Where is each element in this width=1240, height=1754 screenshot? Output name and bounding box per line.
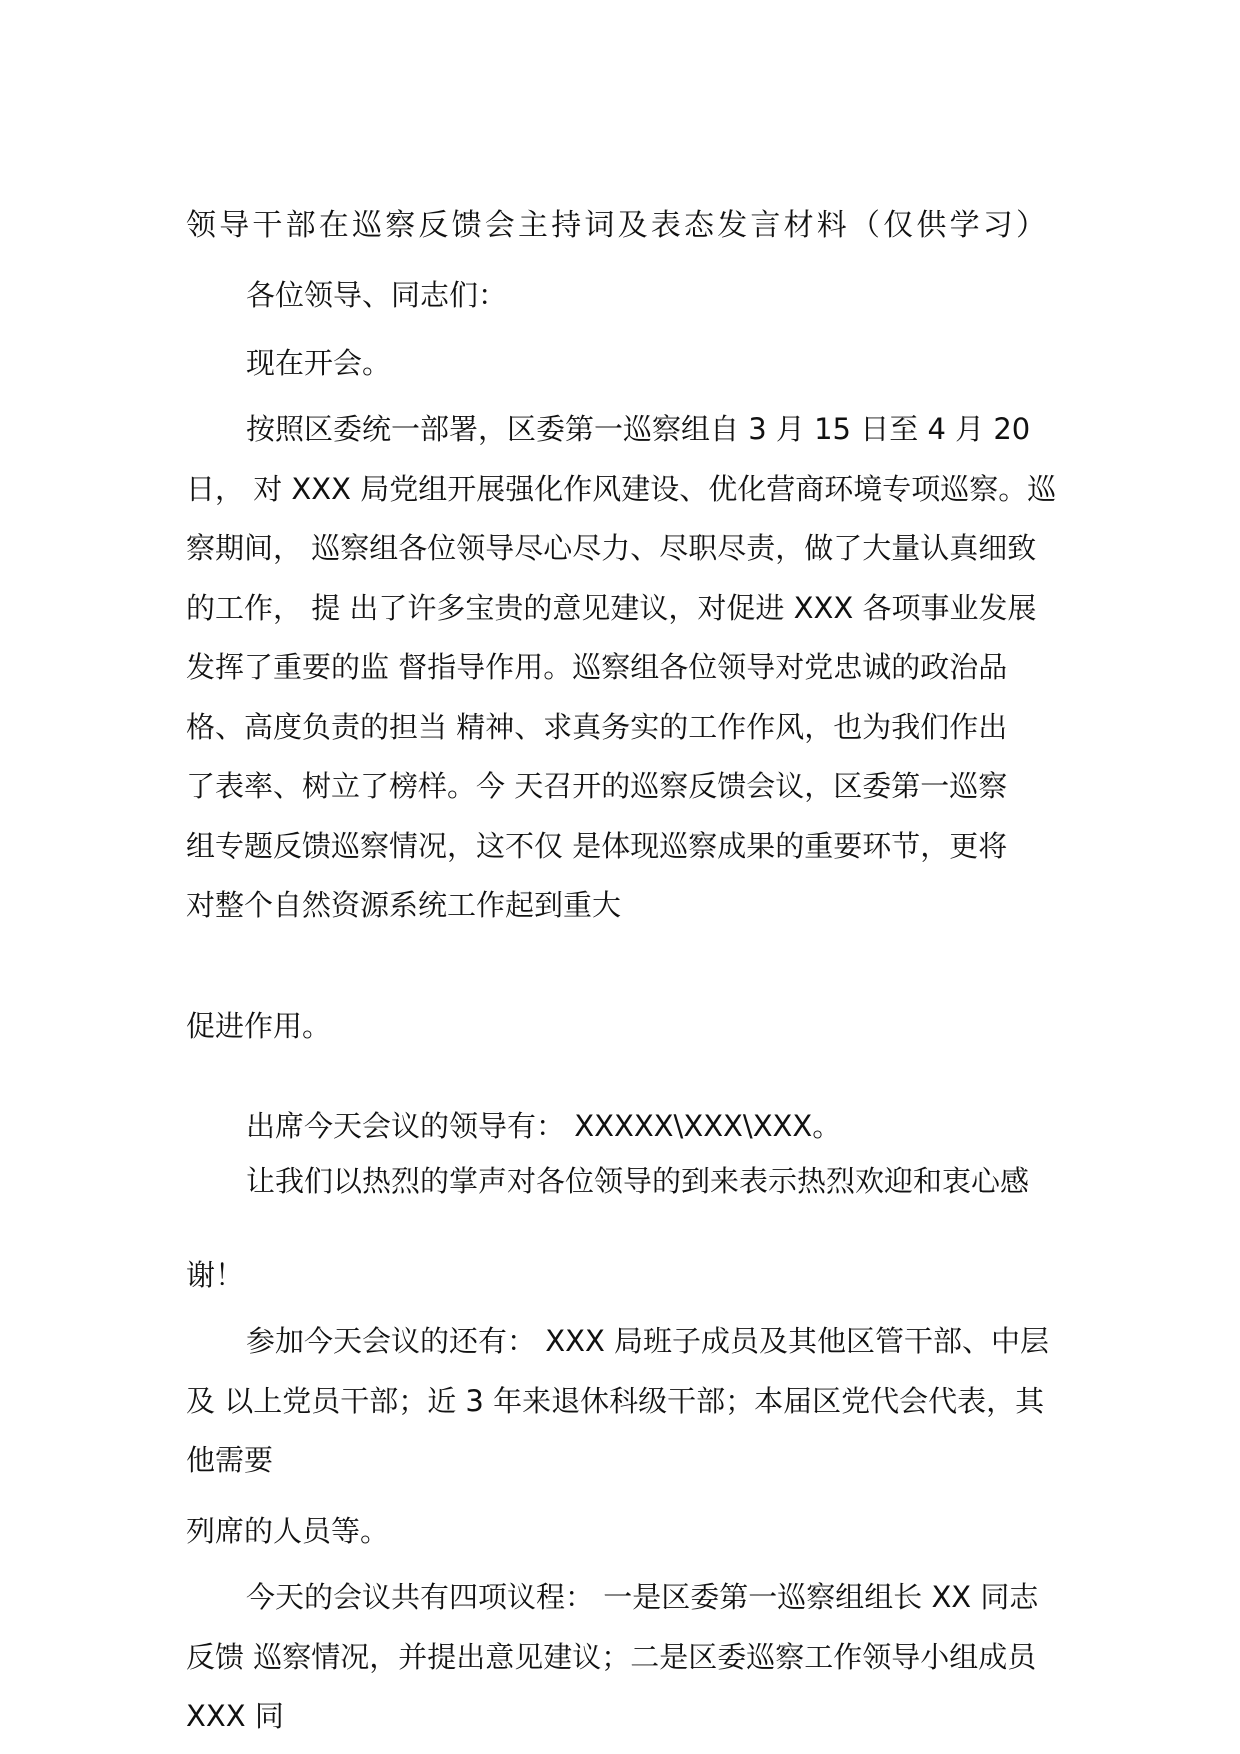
attending-leaders: 出席今天会议的领导有： XXXXX\XXX\XXX。 xyxy=(246,1109,842,1143)
opening-line: 现在开会。 xyxy=(246,346,392,380)
text-line: 的工作， 提 出了许多宝贵的意见建议，对促进 XXX 各项事业发展 xyxy=(186,590,1037,625)
text-line: 及 以上党员干部；近 3 年来退休科级干部；本届区党代会代表，其 xyxy=(186,1383,1045,1418)
text-line: 了表率、树立了榜样。今 天召开的巡察反馈会议，区委第一巡察 xyxy=(186,769,1008,803)
paragraph-agenda xyxy=(186,1568,1066,1747)
paragraph-background-tail: 促进作用。 xyxy=(186,1009,332,1043)
paragraph-background xyxy=(186,400,1066,936)
document-title: 领导干部在巡察反馈会主持词及表态发言材料（仅供学习） xyxy=(186,208,1050,243)
greeting: 各位领导、同志们： xyxy=(246,278,508,312)
text-line: 格、高度负责的担当 精神、求真务实的工作作风，也为我们作出 xyxy=(186,709,1008,744)
text-line: 发挥了重要的监 督指导作用。巡察组各位领导对党忠诚的政治品 xyxy=(186,650,1008,684)
other-attendees-tail: 列席的人员等。 xyxy=(186,1514,390,1548)
text-line: 今天的会议共有四项议程： 一是区委第一巡察组组长 XX 同志 xyxy=(246,1580,1039,1614)
text-line: XXX 同 xyxy=(186,1699,284,1733)
text-line: 反馈 巡察情况，并提出意见建议；二是区委巡察工作领导小组成员 xyxy=(186,1639,1037,1674)
paragraph-other-attendees xyxy=(186,1312,1066,1491)
text-line: 参加今天会议的还有： XXX 局班子成员及其他区管干部、中层 xyxy=(246,1324,1050,1358)
text-line: 组专题反馈巡察情况，这不仅 是体现巡察成果的重要环节，更将 xyxy=(186,828,1008,863)
text-line: 对整个自然资源系统工作起到重大 xyxy=(186,888,622,922)
text-line: 察期间， 巡察组各位领导尽心尽力、尽职尽责，做了大量认真细致 xyxy=(186,531,1037,565)
text-line: 按照区委统一部署，区委第一巡察组自 3 月 15 日至 4 月 20 xyxy=(246,412,1031,446)
welcome-line: 让我们以热烈的掌声对各位领导的到来表示热烈欢迎和衷心感 xyxy=(246,1164,1030,1198)
text-line: 日， 对 XXX 局党组开展强化作风建设、优化营商环境专项巡察。巡 xyxy=(186,471,1057,506)
welcome-line-tail: 谢！ xyxy=(186,1258,245,1292)
text-line: 他需要 xyxy=(186,1443,274,1477)
